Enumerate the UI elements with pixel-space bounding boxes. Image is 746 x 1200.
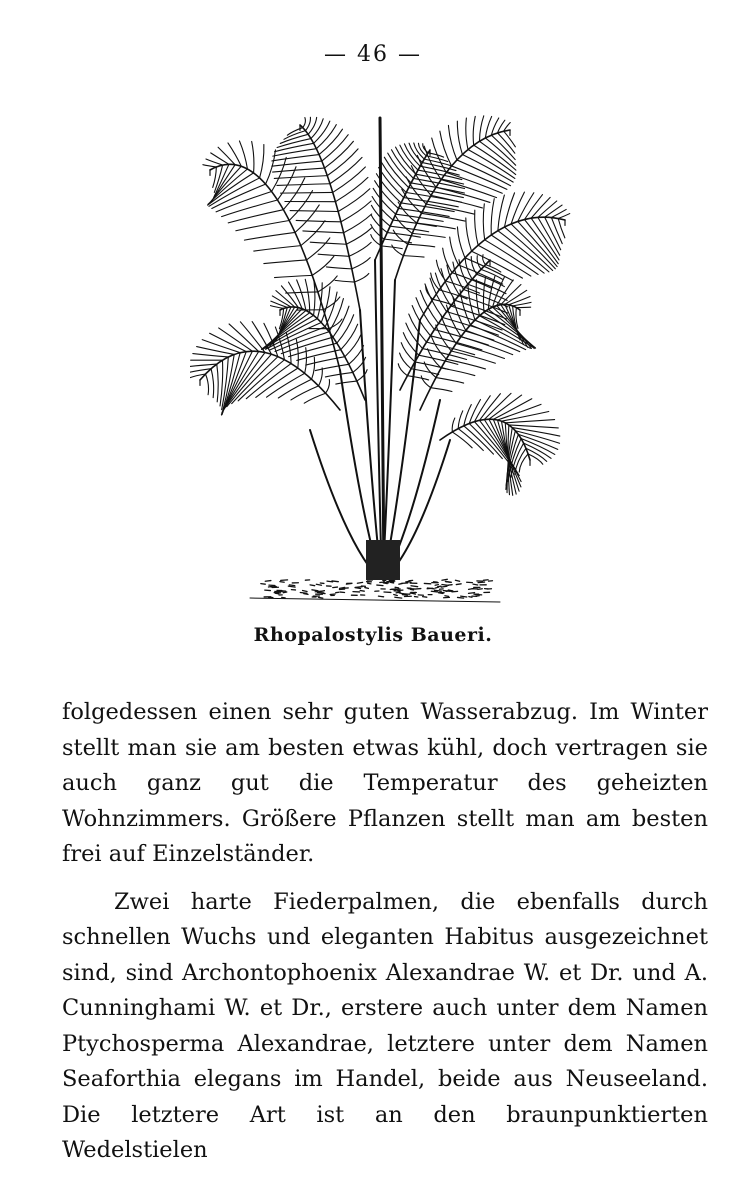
page-number: — 46 —: [324, 42, 422, 67]
paragraph-2: Zwei harte Fiederpalmen, die ebenfalls durch schnellen Wuchs und eleganten Habitus ausgezeichnet sind, sind Archontophoenix Alexandrae W. et Dr. und A. Cunninghami W. et Dr., erstere auch unter dem Namen Ptychosperma Alexandrae, letztere unter dem Namen Seaforthia elegans im Handel, beide aus Neuseeland. Die letztere Art ist an den braunpunktierten Wedelstielen: [62, 888, 708, 1163]
body-text: [62, 695, 708, 1169]
palm-illustration: [190, 110, 580, 610]
figure-caption: Rhopalostylis Baueri.: [253, 624, 493, 646]
paragraph-1: folgedessen einen sehr guten Wasserabzug. Im Winter stellt man sie am besten etwas kühl, doch vertragen sie auch ganz gut die Temperatur des geheizten Wohnzimmers. Größere Pflanzen stellt man am besten frei auf Einzelständer.: [62, 699, 708, 867]
